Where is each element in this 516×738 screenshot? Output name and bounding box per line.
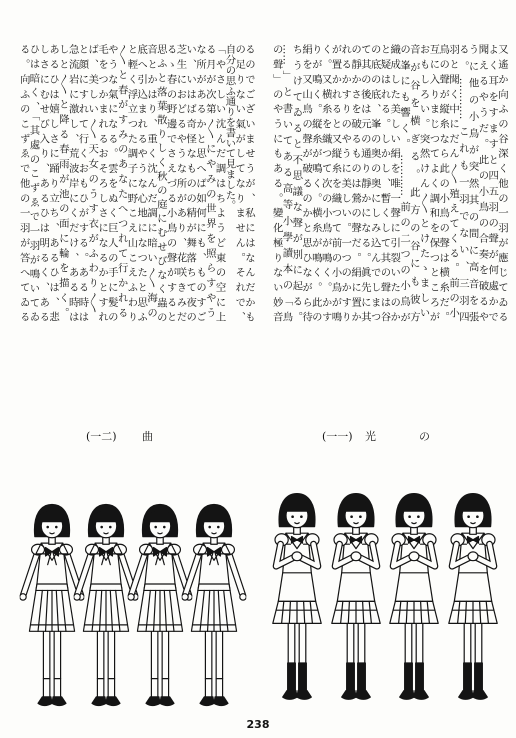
text-column: 織成した美しい絹を唯一聲に引裂いたのか: [388, 44, 401, 322]
text-column: 音が谷を横ぎる。此方の谷にも彼方: [407, 44, 420, 322]
text-column: 思ふと落葉散りしく秋の庭にむせびなく蟲の: [154, 44, 167, 322]
text-column: る月が次第〳〵にやみの世界を照らすやう: [203, 44, 216, 322]
text-column: く。又横糸を織つて次の小鳥が鳴く。かす: [319, 44, 332, 322]
text-column: ひは暗く、「其處のこずゑで一羽が鳴いてゐ: [27, 44, 40, 322]
text-column: ちうけてゐると不思議な聲が別に起る。: [290, 44, 303, 322]
girl-figure: [273, 494, 321, 700]
text-column: の聲」のやうにもある。變化極りない妙音: [270, 44, 283, 322]
text-column: の足りない氣がしてなりません。それで、: [233, 44, 246, 322]
girl-figure: [20, 504, 85, 705]
text-column: 自分の思ふ通りを書いて見ました。: [223, 44, 236, 211]
figure-caption-number: (一二): [86, 430, 117, 443]
girl-figure: [332, 494, 380, 700]
text-column: る。向ふのこずゑで他の一羽が答へてゐる: [17, 44, 30, 322]
illustration-holding-hands: [20, 504, 247, 705]
text-column: うに他の小鳥が突然其の間に高音を張: [466, 44, 479, 322]
text-column: 又遙か向ふの谷深く他の一羽が應じてゐる: [496, 44, 508, 322]
text-column: よく耳をすますと四五羽の聲が何處かで: [486, 44, 499, 322]
text-column: の峯にも響く。…………前の二つの小鳥が: [398, 44, 411, 322]
girl-figure: [74, 504, 139, 705]
text-column: の靜かさを破るものは鶯の聲だ。絹に置か: [349, 44, 362, 322]
text-column: い、いはば奇怪なものの精が舞落ちて夜の: [184, 44, 197, 322]
text-column: おもしろい。突然けん〳〵とけたゝましい: [417, 44, 430, 322]
text-column: 底へ引込まれるやうな心地になつたと思ふ: [135, 44, 148, 322]
text-column: 聞えるやうだ。此の小鳥の合奏を破るや: [476, 44, 489, 322]
text-column: 音とかはり、重く沈んだ調に暗い〳〵海の: [145, 44, 158, 322]
text-column: る。…………これも一羽でない、三羽四: [456, 44, 469, 322]
girl-figure: [182, 504, 247, 705]
text-column: ば、美しい〳〵天女のうす衣がふわり〳〵: [86, 44, 99, 318]
figure-caption-title: 曲: [142, 430, 153, 443]
text-column: ……」と書いてある高等小學讀本の「鳥: [280, 44, 293, 322]
girl-figure: [449, 494, 497, 700]
text-column: しと〳〵と降る春雨が池の面に輪を描く。: [56, 44, 69, 322]
text-column: 互に入りまじつてよく調和を保つところが: [427, 44, 440, 322]
figure-caption-number: (一一): [322, 430, 353, 443]
text-column: な所があるかと思へば如何にも、ものすご: [194, 44, 207, 322]
text-column: 羽と聞く中にだん〳〵殖えてくる。前の小: [447, 44, 460, 322]
text-column: 〳〵と春がすみのあなたへつれて行かれる: [115, 44, 128, 322]
text-column: と輕く浮立つた調子に野こえ山こえふわり: [125, 44, 138, 322]
text-column: やうな氣になる。雲をぬく巨人の手に髪の: [105, 44, 118, 322]
text-column: りが鳴く。縦糸が鳴く。横糸が鳴く。此の: [309, 44, 322, 322]
text-column: るゝ春の野邊でさえづる小鳥の聲がすると: [164, 44, 177, 322]
text-column: 「やさしい沈んだ調はちようど東の空に上: [213, 44, 226, 322]
text-column: れるかすりのやうに美しい。一つのかすり: [339, 44, 352, 322]
text-column: 芝生におどるやうな所があり、花咲きみだ: [174, 44, 187, 322]
text-column: 絹を又山鳥の聲が破るのかと思ひながら待: [300, 44, 313, 322]
text-column: が置かれると又縦糸を織つて前の小鳥が鳴: [329, 44, 342, 322]
text-column: 急流岩に激し、荒波岸にくだけ、ある時は: [66, 44, 79, 322]
text-column: の底の底、峯の奥の奥にしみ込んでしまつ: [368, 44, 381, 322]
text-column: と疑はれる。しかし、暫くして其の聲は谷: [378, 44, 391, 322]
figure-caption-title: の: [419, 430, 430, 443]
illustration-clasped-hands: [273, 494, 497, 700]
figure-caption-title: 光: [365, 430, 376, 443]
text-column: しさにむせび入り、あるひは明るく、ある: [37, 44, 50, 322]
text-column: と顔にすれて行くおもひがする。ある時は: [76, 44, 89, 322]
text-column: るのでございませうが、私にはなんだかも: [243, 44, 255, 322]
text-column: あるひは嬉しさに踊り立ち、あるひは、悲: [47, 44, 60, 322]
text-column: 毛をつかまれるおそろしさになるかとすれ: [96, 44, 109, 322]
page-number: 238: [246, 718, 270, 731]
text-column: て其の後は元の通り靜かになる。眞先に其: [358, 44, 371, 322]
text-column: 鳥の聲が縦糸なら此の小鳥の聲は横糸だ。: [437, 44, 450, 322]
girl-figure: [390, 494, 438, 700]
girl-figure: [128, 504, 193, 705]
